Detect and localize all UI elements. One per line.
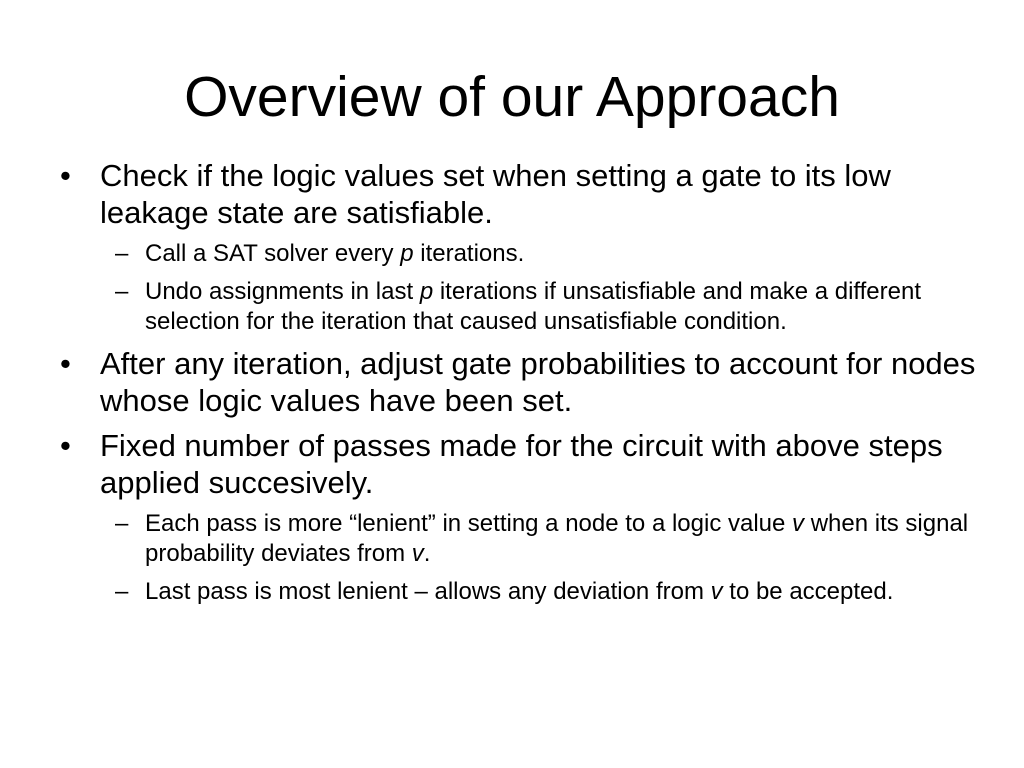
dash-icon: – xyxy=(115,578,129,605)
slide-body xyxy=(60,157,980,615)
bullet-text: After any iteration, adjust gate probabilities to account for nodes whose logic values have been set. xyxy=(100,346,976,418)
text-run: Last pass is most lenient – allows any deviation from xyxy=(145,578,711,605)
text-run: Undo assignments in last xyxy=(145,278,420,305)
sub-bullet-text xyxy=(145,578,893,605)
text-run: Each pass is more “lenient” in setting a node to a logic value xyxy=(145,510,793,537)
italic-variable: v xyxy=(411,540,424,567)
text-run: . xyxy=(423,540,431,567)
bullet-icon: • xyxy=(60,346,71,381)
dash-icon: – xyxy=(115,240,129,267)
dash-icon: – xyxy=(115,278,129,305)
text-run: when its signal probability deviates from xyxy=(145,510,969,567)
bullet-item xyxy=(60,345,980,419)
text-run: to be accepted. xyxy=(722,578,894,605)
bullet-icon: • xyxy=(60,158,71,193)
sub-bullet-item xyxy=(60,577,980,607)
italic-variable: v xyxy=(792,510,805,537)
bullet-text: Fixed number of passes made for the circuit with above steps applied succesively. xyxy=(100,428,943,500)
dash-icon: – xyxy=(115,510,129,537)
text-run: iterations if unsatisfiable and make a different selection for the iteration that caused unsatisfiable condition. xyxy=(145,278,922,335)
bullet-item xyxy=(60,427,980,501)
text-run: iterations. xyxy=(413,240,525,267)
bullet-icon: • xyxy=(60,428,71,463)
sub-bullet-item xyxy=(60,509,980,569)
italic-variable: v xyxy=(710,578,723,605)
sub-bullet-text xyxy=(145,278,921,335)
bullet-text: Check if the logic values set when setting a gate to its low leakage state are satisfiable. xyxy=(100,158,891,230)
sub-bullet-item xyxy=(60,239,980,269)
text-run: Call a SAT solver every xyxy=(145,240,401,267)
sub-bullet-text xyxy=(145,240,524,267)
italic-variable: p xyxy=(419,278,434,305)
bullet-item xyxy=(60,157,980,231)
italic-variable: p xyxy=(400,240,414,267)
sub-bullet-text xyxy=(145,510,968,567)
slide-title: Overview of our Approach xyxy=(184,65,840,129)
sub-bullet-item xyxy=(60,277,980,337)
